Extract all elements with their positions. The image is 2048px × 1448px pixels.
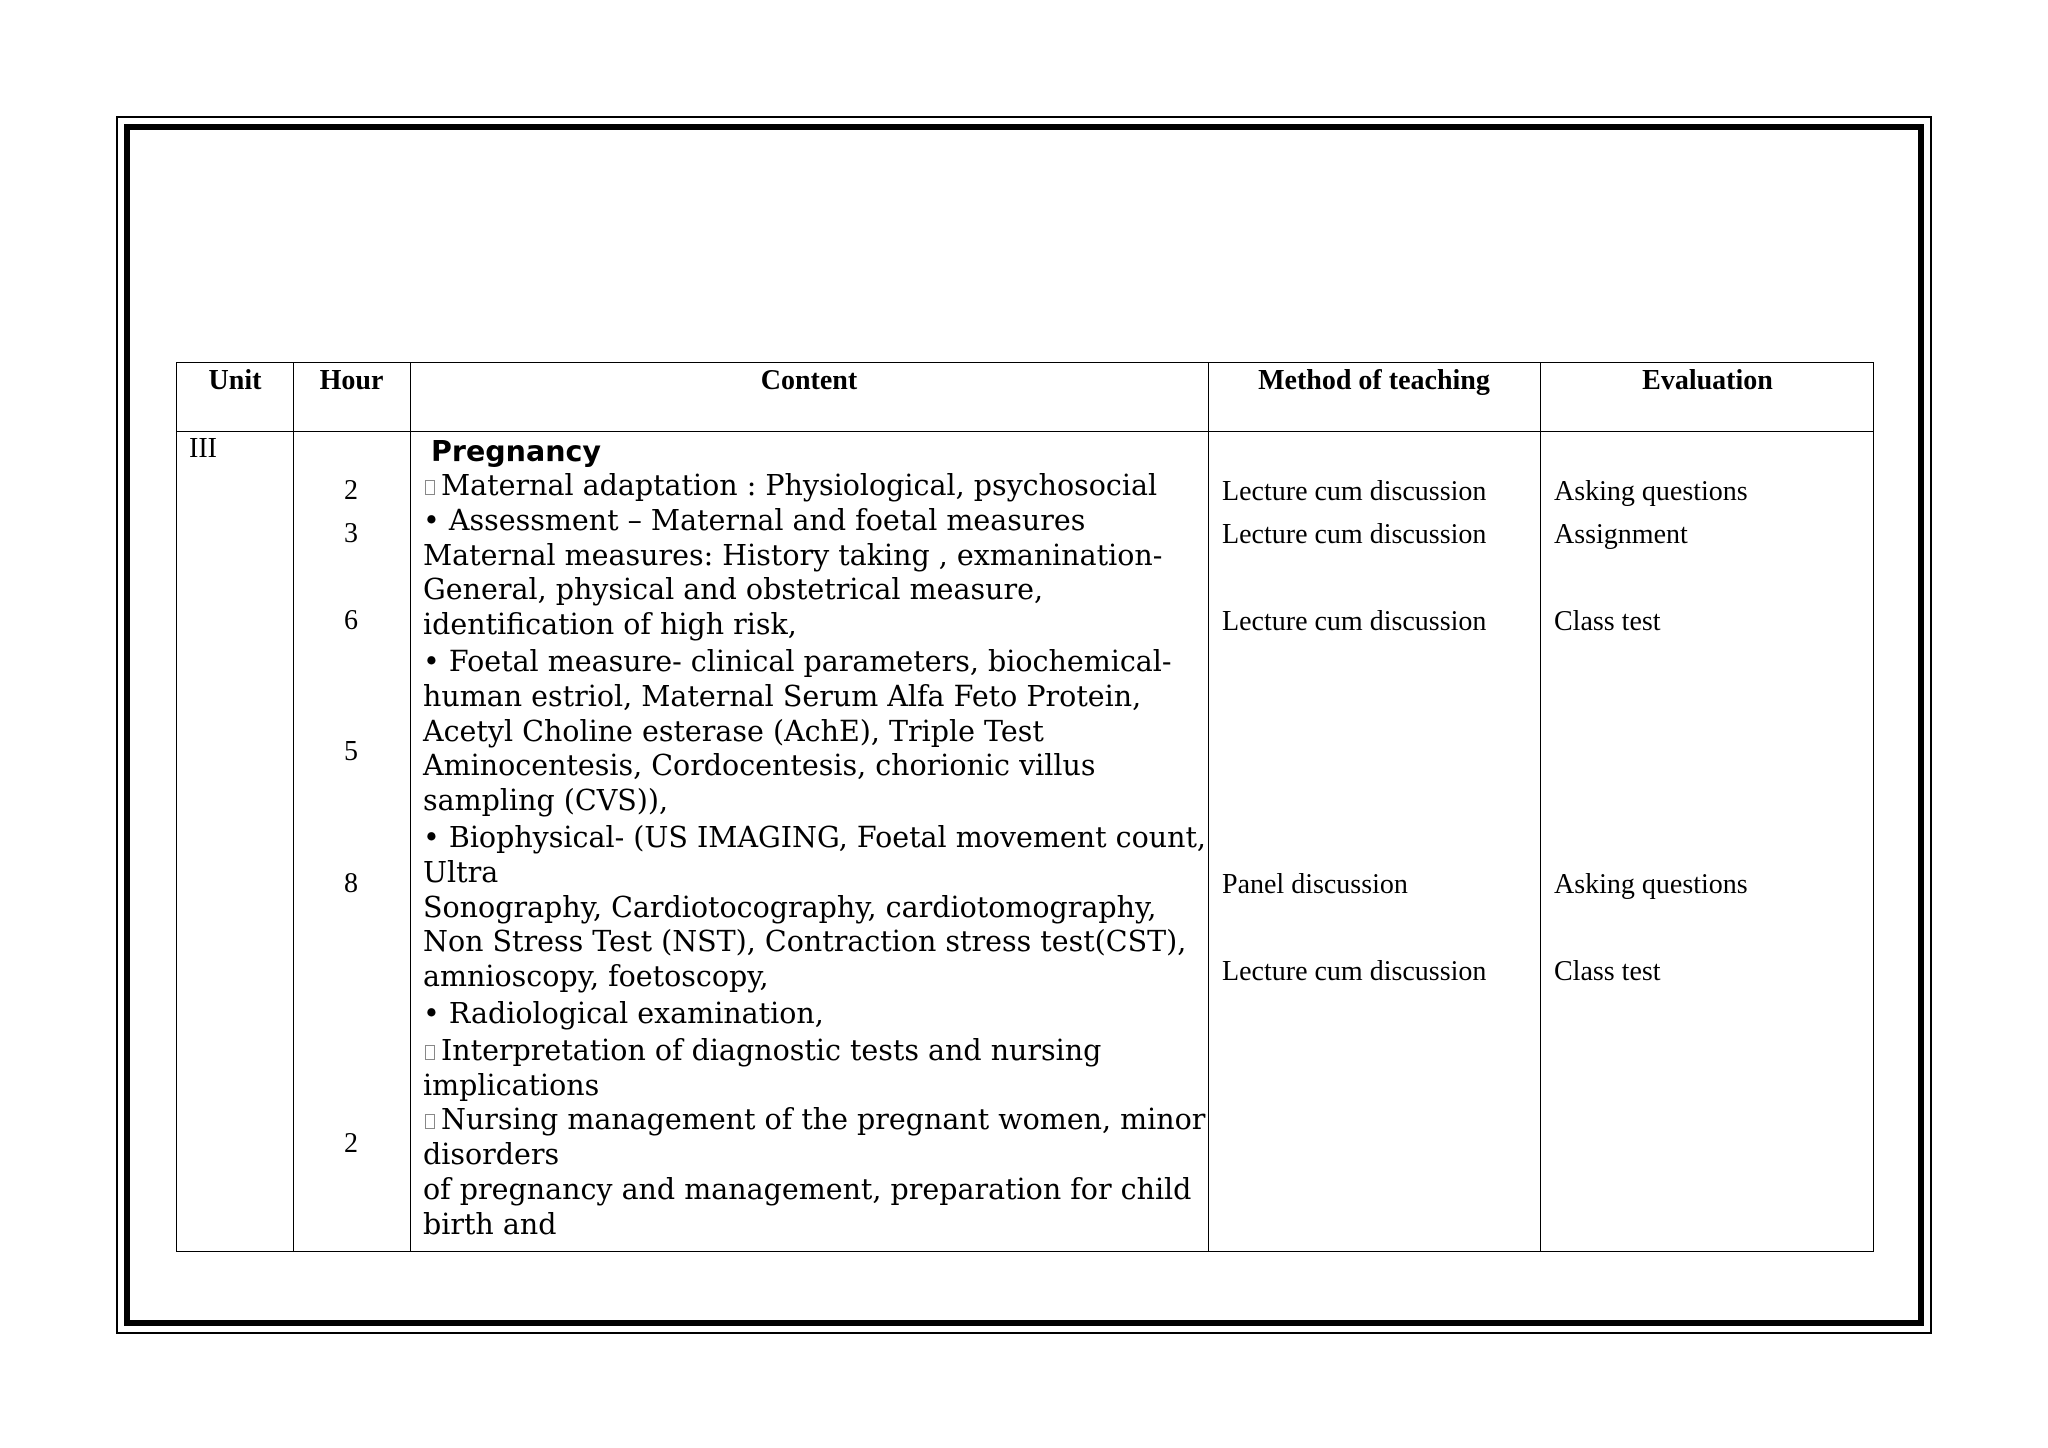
content-line: • Assessment – Maternal and foetal measures (423, 503, 1086, 537)
evaluation-value: Class test (1554, 956, 1661, 987)
missing-glyph-icon (425, 1114, 435, 1129)
column-divider (410, 363, 411, 1251)
hour-value: 2 (344, 1128, 358, 1159)
content-line: Nursing management of the pregnant women, minor (423, 1103, 1219, 1138)
evaluation-value: Asking questions (1554, 869, 1748, 900)
content-cell (423, 431, 1219, 1243)
method-value: Lecture cum discussion (1222, 476, 1487, 507)
content-line: sampling (CVS)), (423, 784, 669, 818)
header-evaluation: Evaluation (1642, 365, 1773, 396)
content-line: implications (423, 1068, 600, 1102)
content-line: of pregnancy and management, preparation for child (423, 1172, 1192, 1206)
missing-glyph-icon (425, 480, 435, 495)
content-line: Interpretation of diagnostic tests and nursing (423, 1034, 1219, 1069)
method-value: Lecture cum discussion (1222, 519, 1487, 550)
header-method: Method of teaching (1258, 365, 1490, 396)
hour-value: 6 (344, 605, 358, 636)
content-line: • Biophysical- (US IMAGING, Foetal movement count, (423, 820, 1206, 854)
hour-value: 3 (344, 518, 358, 549)
hour-value: 5 (344, 736, 358, 767)
hour-value: 8 (344, 868, 358, 899)
evaluation-value: Asking questions (1554, 476, 1748, 507)
content-line: • Radiological examination, (423, 996, 824, 1030)
evaluation-value: Assignment (1554, 519, 1688, 550)
content-line: Acetyl Choline esterase (AchE), Triple Test (423, 714, 1044, 748)
method-value: Lecture cum discussion (1222, 956, 1487, 987)
content-line: amnioscopy, foetoscopy, (423, 960, 769, 994)
content-line: • Foetal measure- clinical parameters, biochemical- (423, 644, 1172, 678)
unit-number: III (189, 433, 217, 464)
method-value: Lecture cum discussion (1222, 606, 1487, 637)
header-hour: Hour (319, 365, 384, 396)
content-line: Non Stress Test (NST), Contraction stress test(CST), (423, 925, 1187, 959)
content-line: Ultra (423, 855, 499, 889)
column-divider (1540, 363, 1541, 1251)
evaluation-value: Class test (1554, 606, 1661, 637)
content-line: disorders (423, 1138, 560, 1172)
content-line: Sonography, Cardiotocography, cardiotomography, (423, 890, 1157, 924)
method-value: Panel discussion (1222, 869, 1408, 900)
content-line: birth and (423, 1207, 557, 1241)
header-content: Content (760, 365, 858, 396)
content-title: Pregnancy (431, 435, 601, 468)
syllabus-table (176, 362, 1874, 1252)
header-unit: Unit (208, 365, 262, 396)
content-line: Maternal adaptation : Physiological, psychosocial (423, 469, 1219, 504)
content-line: Aminocentesis, Cordocentesis, chorionic villus (423, 749, 1096, 783)
content-line: identification of high risk, (423, 608, 797, 642)
content-line: General, physical and obstetrical measure, (423, 573, 1044, 607)
content-line: Maternal measures: History taking , exmanination- (423, 538, 1163, 572)
missing-glyph-icon (425, 1045, 435, 1060)
hour-value: 2 (344, 475, 358, 506)
content-line: human estriol, Maternal Serum Alfa Feto Protein, (423, 679, 1142, 713)
